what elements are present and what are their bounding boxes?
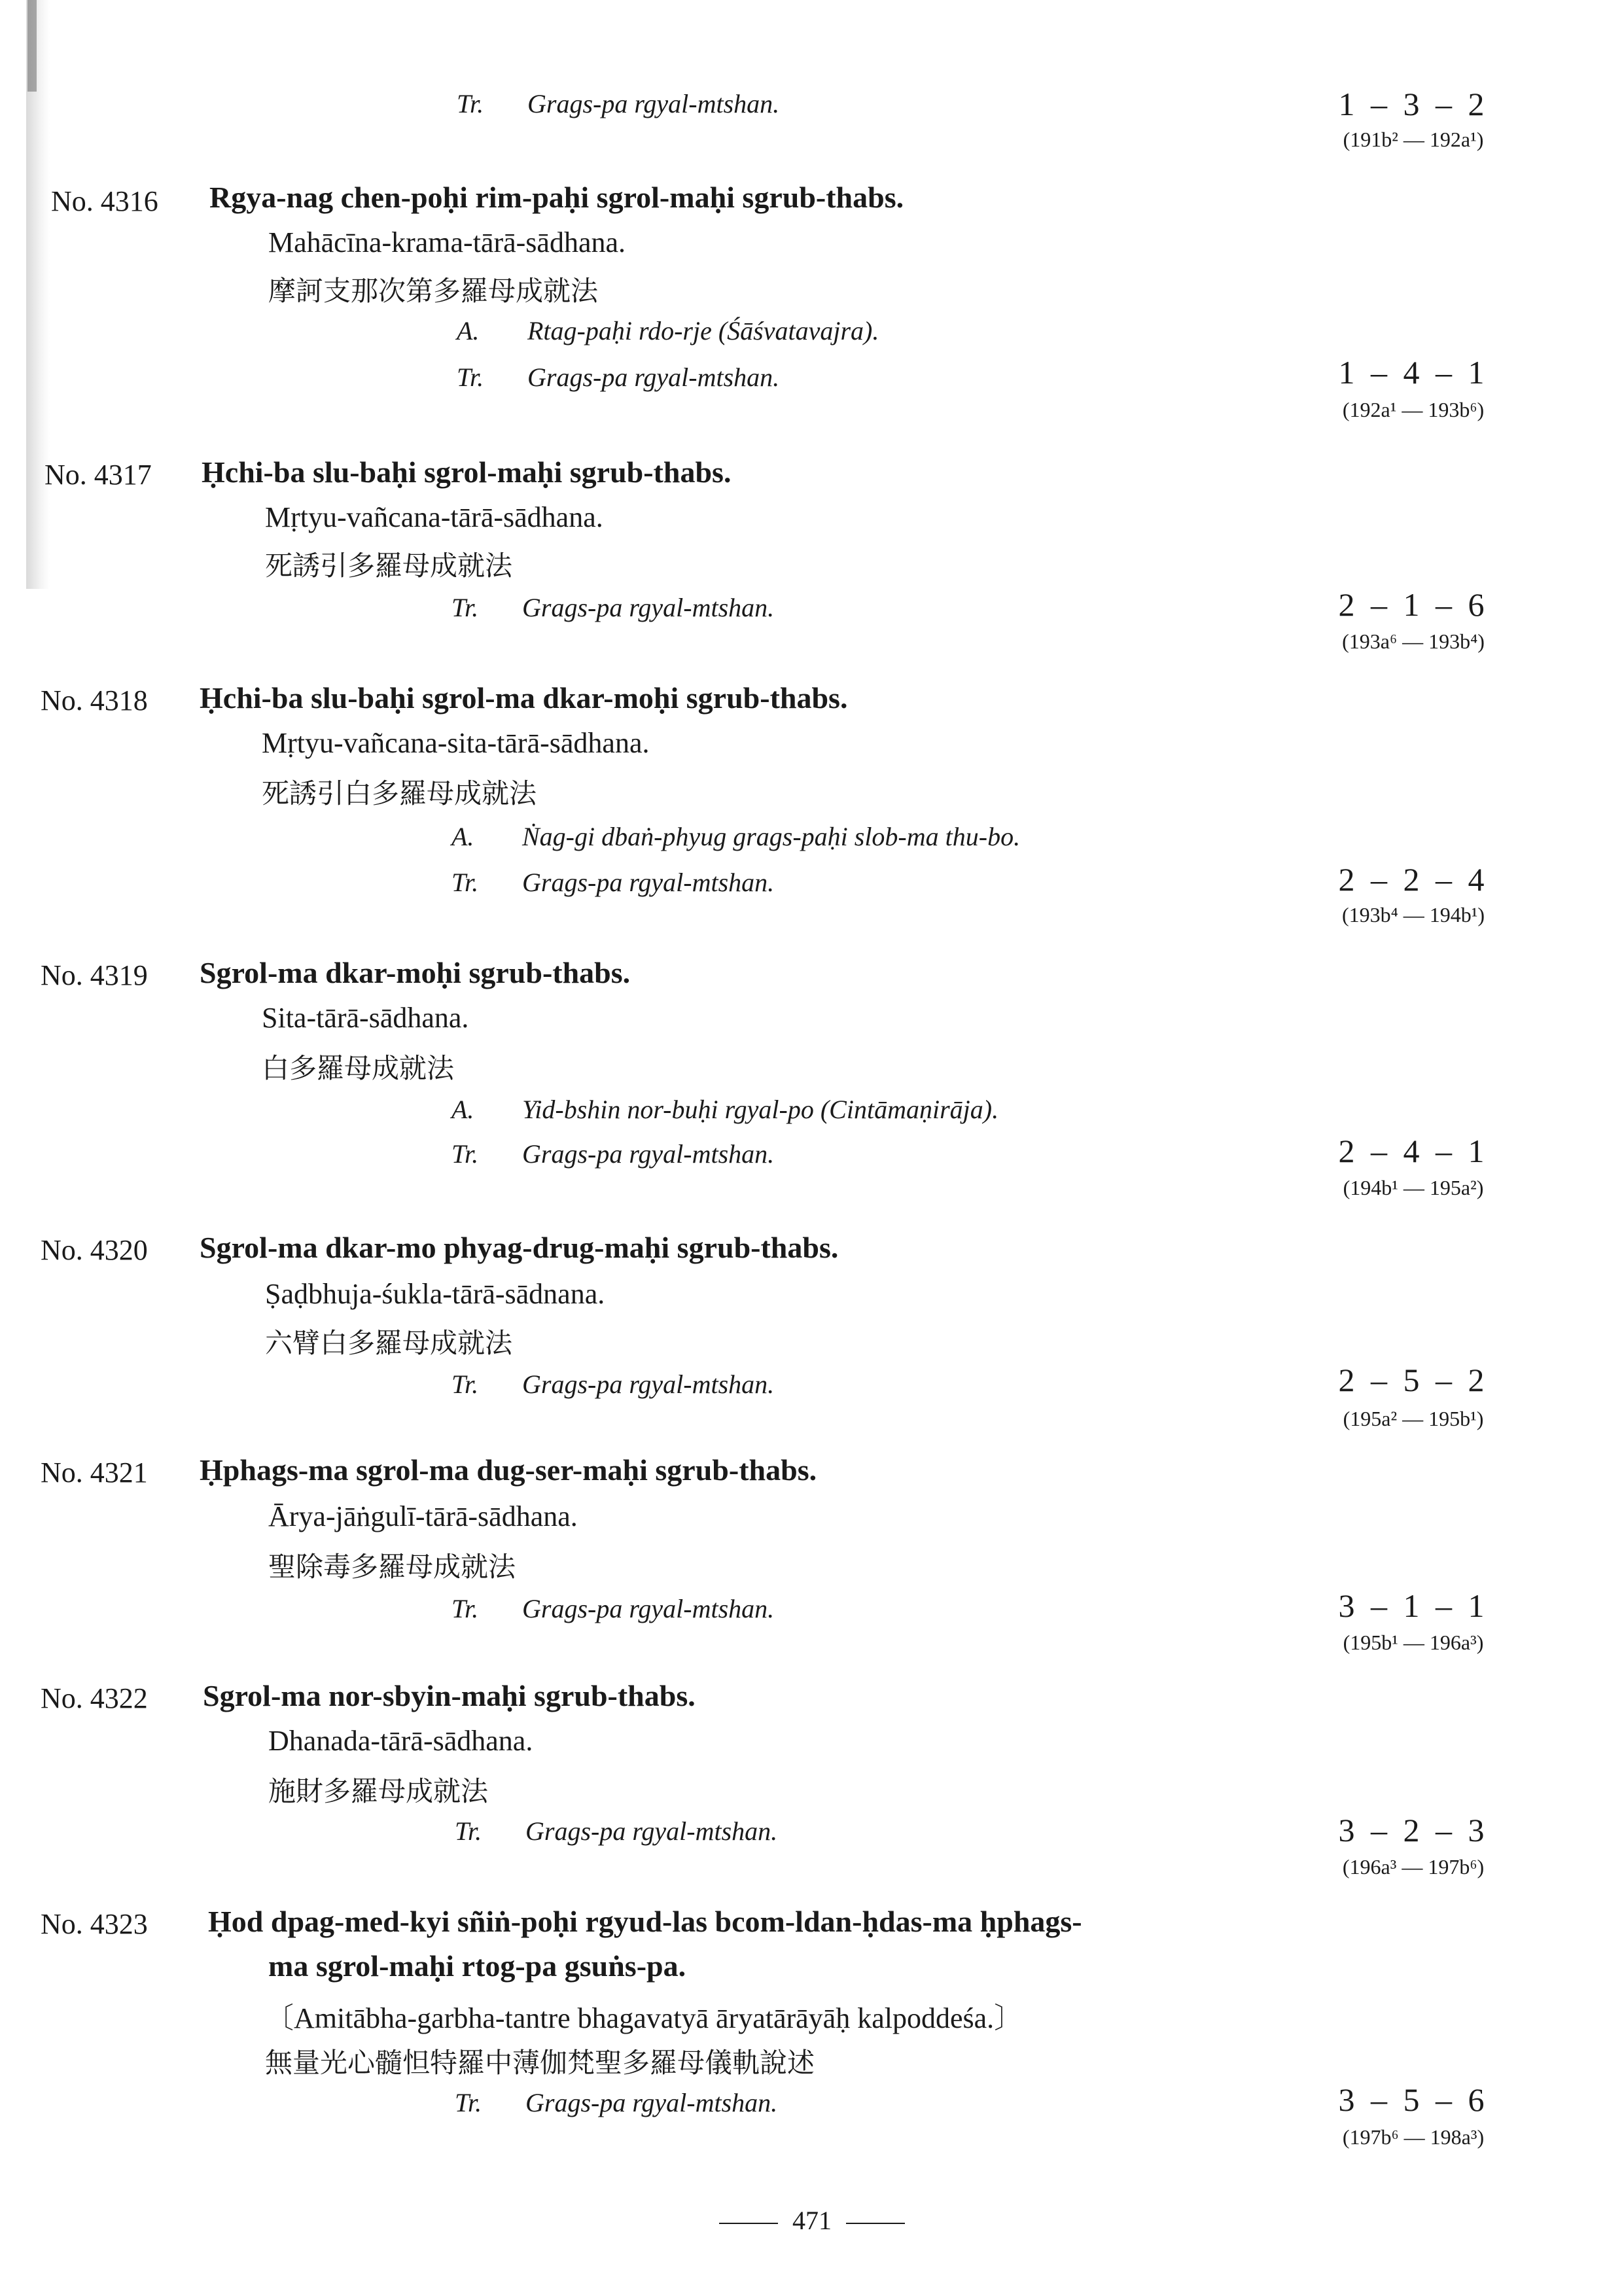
translator-label: Tr.: [451, 1369, 479, 1399]
catalog-code: 3 – 2 – 3: [1338, 1812, 1489, 1848]
entry-number: No. 4320: [41, 1234, 148, 1266]
translator-label: Tr.: [451, 1594, 479, 1623]
entry-title: Ḥod dpag-med-kyi sñiṅ-poḥi rgyud-las bcom-ldan-ḥdas-ma ḥphags-: [208, 1905, 1082, 1938]
author-label: A.: [457, 316, 480, 345]
author-label: A.: [451, 822, 474, 851]
sanskrit-title: Dhanada-tārā-sādhana.: [268, 1725, 533, 1757]
folio-range: (196a³ — 197b⁶): [1342, 1855, 1485, 1879]
translator-line: [451, 1593, 774, 1624]
entry-title: Ḥchi-ba slu-baḥi sgrol-maḥi sgrub-thabs.: [202, 455, 732, 489]
translator-name: Grags-pa rgyal-mtshan.: [522, 1139, 775, 1169]
translator-label: Tr.: [457, 362, 484, 392]
translator-name: Grags-pa rgyal-mtshan.: [522, 1369, 775, 1399]
translator-line: [451, 1369, 774, 1400]
page-number: 471: [792, 2206, 832, 2235]
page-number-footer: [0, 2205, 1624, 2236]
catalog-code: 1 – 3 – 2: [1338, 86, 1489, 122]
translator-line: [451, 592, 774, 623]
folio-range: (197b⁶ — 198a³): [1342, 2125, 1485, 2149]
sanskrit-title: Mahācīna-krama-tārā-sādhana.: [268, 226, 626, 258]
catalog-code: 3 – 1 – 1: [1338, 1587, 1489, 1624]
folio-range: (193b⁴ — 194b¹): [1341, 903, 1485, 927]
author-line: [451, 821, 1020, 852]
author-name: Rtag-paḥi rdo-rje (Śāśvatavajra).: [527, 316, 879, 345]
author-line: [457, 315, 879, 346]
catalog-code: 2 – 1 – 6: [1338, 586, 1489, 623]
chinese-title: 無量光心髓怛特羅中薄伽梵聖多羅母儀軌說述: [265, 2047, 815, 2079]
folio-range: (195b¹ — 196a³): [1343, 1631, 1484, 1654]
translator-label: Tr.: [455, 2088, 482, 2117]
translator-line: [455, 2087, 777, 2118]
entry-number: No. 4323: [41, 1908, 148, 1940]
chinese-title: 死誘引白多羅母成就法: [262, 777, 537, 809]
catalog-code: 3 – 5 – 6: [1338, 2081, 1489, 2118]
translator-name: Grags-pa rgyal-mtshan.: [525, 1816, 778, 1846]
chinese-title: 摩訶支那次第多羅母成就法: [268, 275, 599, 307]
sanskrit-title: Mṛtyu-vañcana-tārā-sādhana.: [265, 501, 603, 533]
sanskrit-title: Ārya-jāṅgulī-tārā-sādhana.: [268, 1500, 578, 1532]
scan-shadow-dark: [27, 0, 37, 92]
translator-label: Tr.: [455, 1816, 482, 1846]
folio-range: (191b² — 192a¹): [1343, 128, 1484, 151]
author-label: A.: [451, 1095, 474, 1124]
sanskrit-title: Sita-tārā-sādhana.: [262, 1002, 469, 1034]
catalog-code: 2 – 4 – 1: [1338, 1133, 1489, 1169]
translator-name: Grags-pa rgyal-mtshan.: [525, 2088, 778, 2117]
folio-rule-right: [846, 2223, 905, 2224]
translator-name: Grags-pa rgyal-mtshan.: [522, 593, 775, 622]
sanskrit-title: 〔Amitābha-garbha-tantre bhagavatyā āryatārāyāḥ kalpoddeśa.〕: [265, 2002, 1023, 2034]
translator-line: [457, 88, 779, 119]
translator-name: Grags-pa rgyal-mtshan.: [522, 1594, 775, 1623]
translator-label: Tr.: [457, 89, 484, 118]
folio-rule-left: [719, 2223, 778, 2224]
chinese-title: 白多羅母成就法: [262, 1052, 455, 1084]
chinese-title: 聖除毒多羅母成就法: [268, 1551, 516, 1583]
translator-line: [451, 1139, 774, 1169]
entry-title: Sgrol-ma dkar-moḥi sgrub-thabs.: [200, 956, 631, 989]
entry-number: No. 4318: [41, 684, 148, 716]
entry-number: No. 4322: [41, 1682, 148, 1714]
folio-range: (194b¹ — 195a²): [1343, 1176, 1484, 1199]
folio-range: (195a² — 195b¹): [1343, 1407, 1484, 1430]
entry-number: No. 4316: [51, 185, 158, 217]
catalog-code: 2 – 2 – 4: [1338, 861, 1489, 898]
entry-title: Sgrol-ma dkar-mo phyag-drug-maḥi sgrub-thabs.: [200, 1231, 839, 1264]
author-line: [451, 1094, 998, 1125]
entry-title: Ḥphags-ma sgrol-ma dug-ser-maḥi sgrub-thabs.: [200, 1453, 817, 1487]
entry-title: Rgya-nag chen-poḥi rim-paḥi sgrol-maḥi sgrub-thabs.: [209, 181, 904, 214]
translator-name: Grags-pa rgyal-mtshan.: [522, 868, 775, 897]
chinese-title: 死誘引多羅母成就法: [265, 550, 513, 582]
folio-range: (193a⁶ — 193b⁴): [1342, 629, 1485, 653]
author-name: Yid-bshin nor-buḥi rgyal-po (Cintāmaṇirāja).: [522, 1095, 999, 1124]
translator-label: Tr.: [451, 868, 479, 897]
translator-label: Tr.: [451, 593, 479, 622]
sanskrit-title: Ṣaḍbhuja-śukla-tārā-sādnana.: [265, 1278, 605, 1310]
folio-range: (192a¹ — 193b⁶): [1342, 398, 1485, 421]
catalog-code: 2 – 5 – 2: [1338, 1362, 1489, 1398]
translator-name: Grags-pa rgyal-mtshan.: [527, 89, 780, 118]
translator-line: [451, 867, 774, 898]
translator-name: Grags-pa rgyal-mtshan.: [527, 362, 780, 392]
translator-label: Tr.: [451, 1139, 479, 1169]
translator-line: [457, 362, 779, 393]
catalog-code: 1 – 4 – 1: [1338, 354, 1489, 391]
entry-title: Sgrol-ma nor-sbyin-maḥi sgrub-thabs.: [203, 1679, 696, 1712]
author-name: Ṅag-gi dbaṅ-phyug grags-paḥi slob-ma thu-bo.: [522, 822, 1021, 851]
entry-number: No. 4317: [44, 459, 152, 491]
sanskrit-title: Mṛtyu-vañcana-sita-tārā-sādhana.: [262, 727, 650, 759]
entry-number: No. 4321: [41, 1457, 148, 1489]
entry-title: Ḥchi-ba slu-baḥi sgrol-ma dkar-moḥi sgrub-thabs.: [200, 681, 848, 715]
translator-line: [455, 1816, 777, 1846]
entry-title-continued: ma sgrol-maḥi rtog-pa gsuṅs-pa.: [268, 1949, 686, 1983]
chinese-title: 施財多羅母成就法: [268, 1775, 489, 1807]
chinese-title: 六臂白多羅母成就法: [265, 1327, 513, 1359]
entry-number: No. 4319: [41, 959, 148, 991]
